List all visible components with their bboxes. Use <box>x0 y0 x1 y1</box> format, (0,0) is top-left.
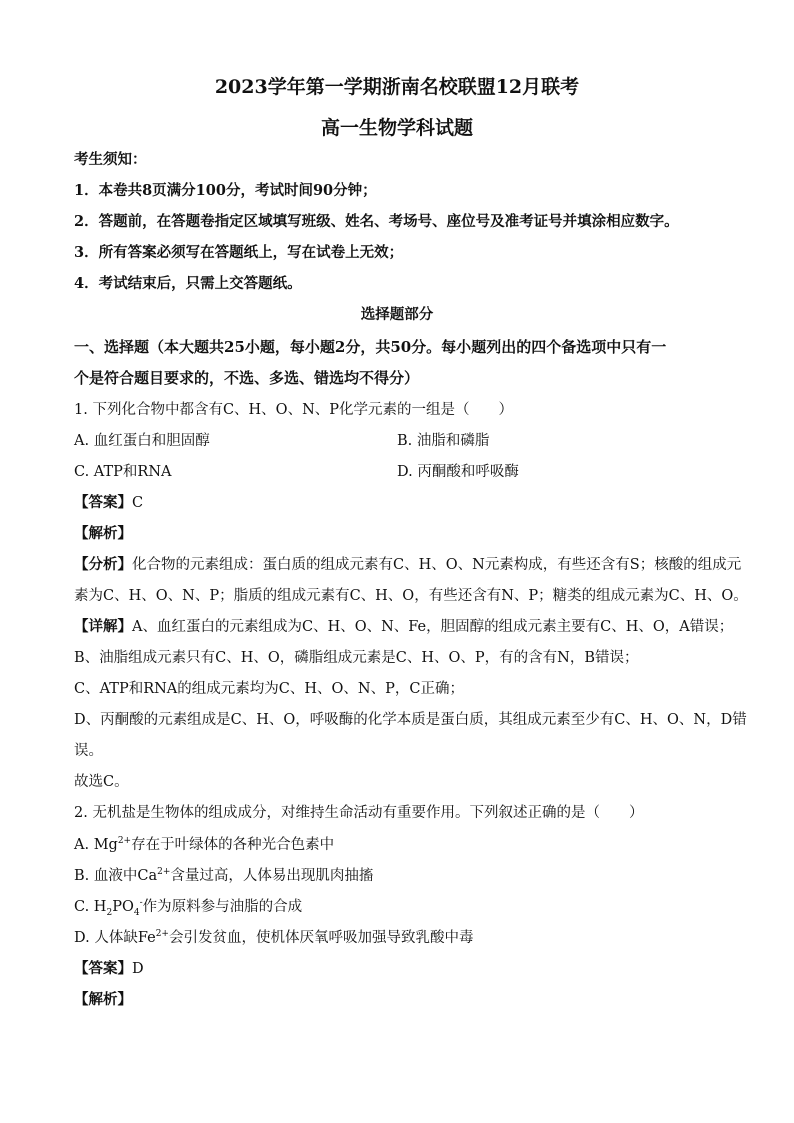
notice-heading: 考生须知： <box>74 151 147 168</box>
q2-c-sub2: 4 <box>133 907 140 918</box>
q1-detail-d2: 误。 <box>74 743 103 759</box>
q2-c-pre: C. H <box>74 899 107 915</box>
notice-item-1: 1．本卷共8页满分100分，考试时间90分钟； <box>74 182 377 199</box>
q2-d-pre: D. 人体缺Fe <box>74 930 156 946</box>
q2-answer <box>74 959 144 979</box>
q2-b-post: 含量过高，人体易出现肌肉抽搐 <box>170 868 374 884</box>
q1-detail-d1: D、丙酮酸的元素组成是C、H、O，呼吸酶的化学本质是蛋白质，其组成元素至少有C、H、O、N，D错 <box>74 712 747 728</box>
answer-tag: 【答案】 <box>74 494 132 511</box>
exam-subtitle: 高一生物学科试题 <box>320 117 473 139</box>
exam-title: 2023学年第一学期浙南名校联盟12月联考 <box>214 76 580 98</box>
q2-c-post: 作为原料参与油脂的合成 <box>142 899 303 915</box>
q1-option-a: A. 血红蛋白和胆固醇 <box>74 433 210 449</box>
q2-b-pre: B. 血液中Ca <box>74 868 158 884</box>
q2-c-mid: PO <box>112 899 134 915</box>
section-intro-line2: 个是符合题目要求的，不选、多选、错选均不得分） <box>74 369 420 387</box>
q2-c-sup: - <box>139 898 143 909</box>
fenxi-text: 化合物的元素组成：蛋白质的组成元素有C、H、O、N元素构成，有些还含有S；核酸的组成元 <box>132 557 742 573</box>
notice-item-3: 3．所有答案必须写在答题纸上，写在试卷上无效； <box>74 244 404 261</box>
q2-d-sup: 2+ <box>155 929 169 940</box>
q1-stem: 1. 下列化合物中都含有C、H、O、N、P化学元素的一组是（ ） <box>74 402 514 418</box>
q2-option-d <box>74 928 473 948</box>
q2-option-a <box>74 835 334 855</box>
detail-tag: 【详解】 <box>74 618 132 635</box>
answer-tag: 【答案】 <box>74 960 132 977</box>
section-title: 选择题部分 <box>360 306 434 323</box>
q2-option-b <box>74 866 373 886</box>
notice-item-4: 4．考试结束后，只需上交答题纸。 <box>74 275 302 292</box>
q1-detail-a <box>74 617 733 637</box>
answer-value: D <box>132 961 144 977</box>
q2-a-post: 存在于叶绿体的各种光合色素中 <box>131 837 335 853</box>
q1-detail-b: B、油脂组成元素只有C、H、O，磷脂组成元素是C、H、O、P，有的含有N，B错误； <box>74 650 639 666</box>
notice-item-2: 2．答题前，在答题卷指定区域填写班级、姓名、考场号、座位号及准考证号并填涂相应数字。 <box>74 213 679 230</box>
answer-value: C <box>132 495 144 511</box>
q1-fenxi-line2: 素为C、H、O、N、P；脂质的组成元素有C、H、O，有些还含有N、P；糖类的组成元素为C、H、O。 <box>74 588 748 604</box>
q1-analysis-tag: 【解析】 <box>74 525 132 542</box>
q1-fenxi-line1 <box>74 555 741 575</box>
fenxi-tag: 【分析】 <box>74 556 132 573</box>
q2-b-sup: 2+ <box>157 867 171 878</box>
q2-analysis-tag: 【解析】 <box>74 991 132 1008</box>
q2-d-post: 会引发贫血，使机体厌氧呼吸加强导致乳酸中毒 <box>168 930 474 946</box>
q2-c-sub1: 2 <box>106 907 113 918</box>
q1-conclusion: 故选C。 <box>74 774 129 790</box>
q1-option-b: B. 油脂和磷脂 <box>397 433 490 449</box>
q2-a-pre: A. Mg <box>74 837 118 853</box>
q1-answer <box>74 493 143 513</box>
q2-option-c <box>74 897 302 917</box>
q1-detail-c: C、ATP和RNA的组成元素均为C、H、O、N、P，C正确； <box>74 681 464 697</box>
detail-a-text: A、血红蛋白的元素组成为C、H、O、N、Fe，胆固醇的组成元素主要有C、H、O，A错误； <box>132 619 734 635</box>
q1-option-c: C. ATP和RNA <box>74 464 172 480</box>
q2-a-sup: 2+ <box>117 836 132 847</box>
q1-option-d: D. 丙酮酸和呼吸酶 <box>397 464 519 480</box>
section-intro-line1: 一、选择题（本大题共25小题，每小题2分，共50分。每小题列出的四个备选项中只有一 <box>74 338 667 356</box>
q2-stem: 2. 无机盐是生物体的组成成分，对维持生命活动有重要作用。下列叙述正确的是（ ） <box>74 805 644 821</box>
